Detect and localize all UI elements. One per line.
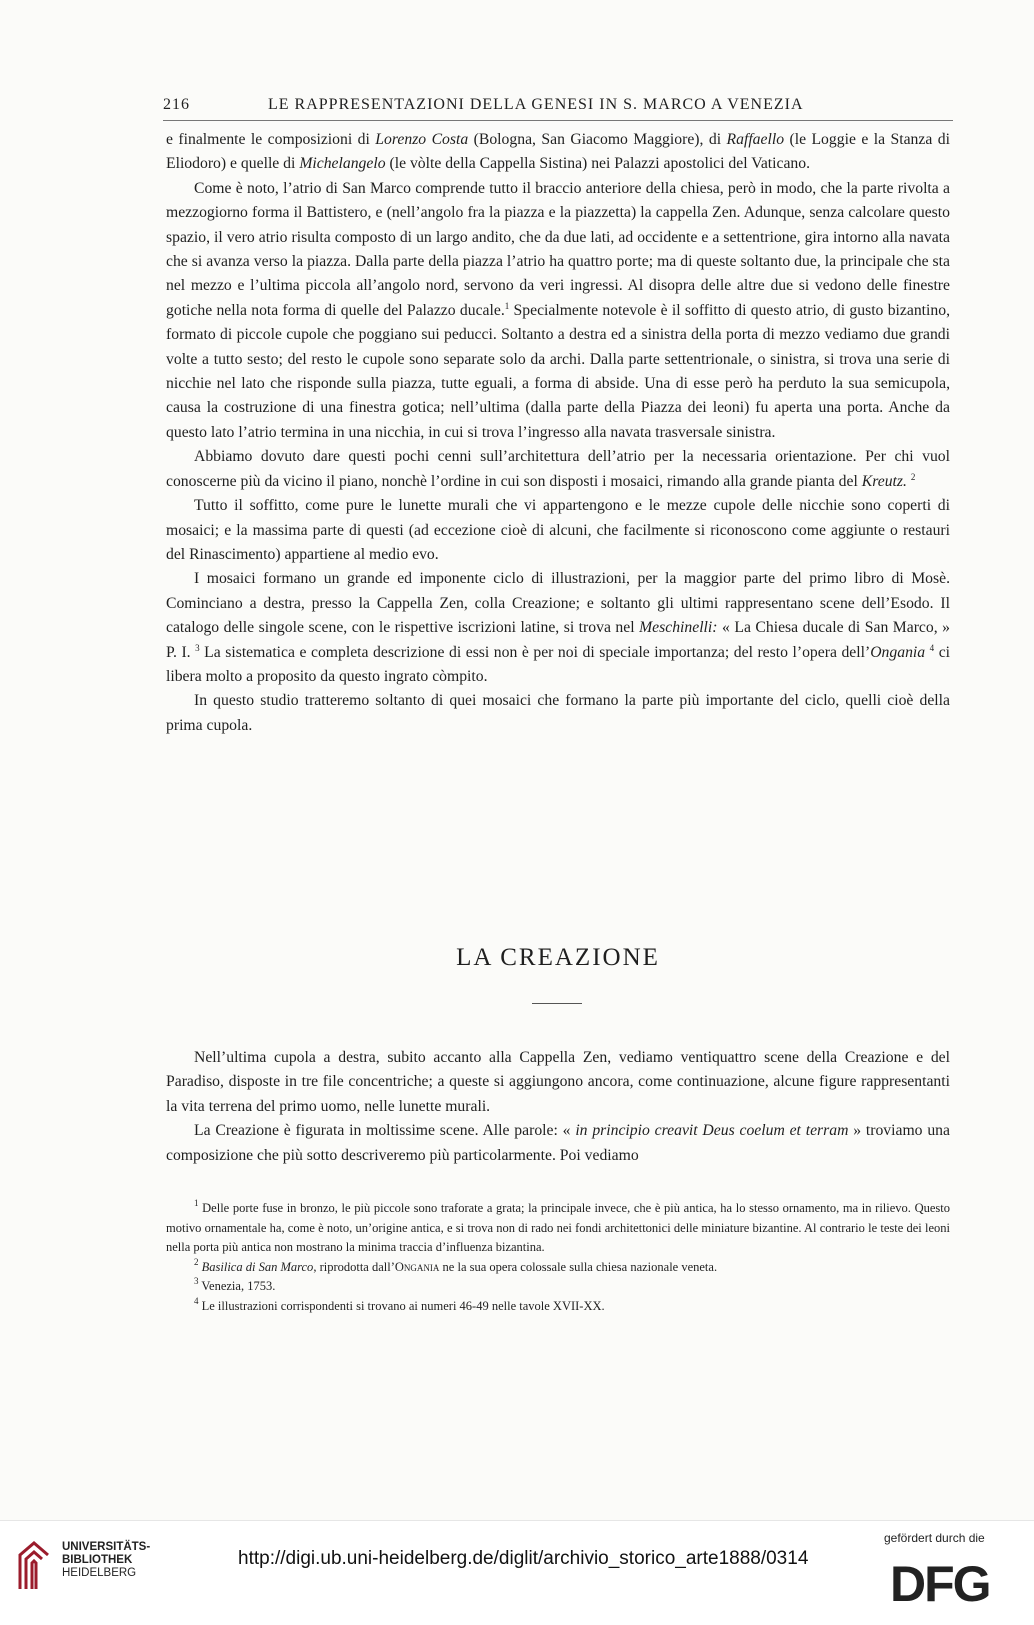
text-run: ci libera molto a proposito da questo ingrato còmpito.	[166, 643, 951, 685]
footnote-2	[166, 1258, 950, 1278]
footnote-author: Ongania	[394, 1259, 440, 1274]
body-text	[166, 128, 950, 738]
library-name-line: UNIVERSITÄTS-	[62, 1541, 151, 1553]
footnote-1	[166, 1199, 950, 1258]
chapter-title: LA CREAZIONE	[456, 944, 660, 971]
page-number: 216	[163, 96, 190, 113]
text-run: » troviamo una composizione che più sotto descriveremo più particolarmente. Poi vediamo	[166, 1122, 950, 1164]
text-run: La sistematica e completa descrizione di essi non è per noi di speciale importanza; del resto l’opera dell’	[199, 643, 871, 661]
paragraph-2	[166, 177, 950, 445]
footnote-3	[166, 1277, 950, 1297]
footnote-text: , riprodotta dall’	[313, 1259, 395, 1274]
viewer-footer	[0, 1520, 1034, 1625]
footnotes	[166, 1199, 950, 1317]
name-raffaello: Raffaello	[726, 131, 785, 148]
text-run: Abbiamo dovuto dare questi pochi cenni sull’architettura dell’atrio per la necessaria orientazione. Per chi vuol conoscerne più da vicino il piano, nonchè l’ordine in cui son disposti i mosaici, rimando alla grande pianta del	[166, 448, 950, 490]
footnote-ref-3: 3	[195, 642, 200, 653]
paragraph-5	[166, 567, 950, 689]
text-run: (Bologna, San Giacomo Maggiore), di	[468, 131, 727, 148]
footnote-text: ne la sua opera colossale sulla chiesa nazionale veneta.	[439, 1259, 718, 1274]
paragraph-6: In questo studio tratteremo soltanto di quei mosaici che formano la parte più importante del ciclo, quelli cioè della prima cupola.	[166, 692, 950, 734]
footnote-text: Delle porte fuse in bronzo, le più piccole sono traforate a grata; la principale invece, che è più antica, ha lo stesso ornamento, ma in rilievo. Questo motivo ornamentale ha, come è noto, un’origine antica, e si trova non di rado nei fondi architettonici delle miniature bizantine. Al contrario le teste dei leoni nella porta più antica non mostrano la minima traccia d’influenza bizantina.	[166, 1201, 950, 1255]
footnote-text: Venezia, 1753.	[198, 1279, 276, 1294]
svg-text:DFG: DFG	[890, 1556, 990, 1605]
library-name-line: HEIDELBERG	[62, 1567, 137, 1579]
text-run: Come è noto, l’atrio di San Marco comprende tutto il braccio anteriore della chiesa, però in modo, che la parte rivolta a mezzogiorno forma il Battistero, e (nell’angolo fra la piazza e la piazzetta) la cappella Zen. Adunque, senza calcolare questo spazio, il vero atrio risulta composto di un largo andito, che da due lati, ad occidente e a settentrione, gira intorno alla navata che si avanza verso la piazza. Dalla parte della piazza l’atrio ha quattro porte; ma di queste soltanto due, la principale che sta nel mezzo e l’ultima piccola all’angolo nord, servono da veri ingressi. Al disopra delle altre due si vedono delle finestre gotiche nella nota forma di quelle del Palazzo ducale.	[166, 179, 950, 319]
name-ongania: Ongania	[870, 643, 926, 661]
paragraph-3	[166, 445, 950, 494]
chapter-paragraph-2	[166, 1119, 950, 1168]
document-url-link[interactable]: http://digi.ub.uni-heidelberg.de/diglit/archivio_storico_arte1888/0314	[238, 1548, 809, 1569]
running-title: LE RAPPRESENTAZIONI DELLA GENESI IN S. MARCO A VENEZIA	[268, 96, 804, 113]
university-library-logo-icon[interactable]	[14, 1539, 54, 1595]
name-michelangelo: Michelangelo	[299, 155, 386, 173]
funded-by-label: gefördert durch die	[884, 1531, 985, 1545]
title-rule	[532, 1003, 582, 1004]
footnote-ref-4: 4	[929, 642, 935, 653]
footnote-marker: 1	[194, 1198, 199, 1208]
name-lorenzo-costa: Lorenzo Costa	[375, 131, 469, 148]
footnote-marker: 2	[194, 1256, 199, 1267]
footnote-marker: 4	[194, 1295, 199, 1306]
footnote-4	[166, 1297, 950, 1317]
text-run: (le vòlte della Cappella Sistina) nei Palazzi apostolici del Vaticano.	[385, 155, 811, 173]
text-run: La Creazione è figurata in moltissime scene. Alle parole: «	[194, 1122, 576, 1140]
latin-quote: in principio creavit Deus coelum et terram	[575, 1122, 849, 1140]
text-run: e finalmente le composizioni di	[166, 131, 376, 148]
footnote-marker: 3	[194, 1276, 199, 1287]
footnote-ref-2: 2	[910, 471, 916, 482]
text-run: (le Loggie e la Stanza di Eliodoro) e quelle di	[166, 131, 950, 173]
library-name-line: BIBLIOTHEK	[62, 1554, 133, 1566]
chapter-paragraph-1: Nell’ultima cupola a destra, subito accanto alla Cappella Zen, vediamo ventiquattro scene della Creazione e del Paradiso, disposte in tre file concentriche; a queste si aggiungono ancora, come continuazione, alcune figure rappresentanti la vita terrena del primo uomo, nelle lunette murali.	[166, 1049, 950, 1115]
paragraph-1	[166, 128, 950, 177]
running-head	[163, 96, 953, 121]
footnote-ref-1: 1	[504, 300, 510, 311]
footnote-text: Le illustrazioni corrispondenti si trovano ai numeri 46-49 nelle tavole XVII-XX.	[198, 1298, 605, 1313]
name-meschinelli: Meschinelli:	[639, 619, 718, 637]
library-name	[62, 1541, 150, 1580]
dfg-logo-icon[interactable]	[886, 1555, 1016, 1605]
name-kreutz: Kreutz.	[861, 472, 907, 490]
text-run: I mosaici formano un grande ed imponente ciclo di illustrazioni, per la maggior parte del primo libro di Mosè. Cominciano a destra, presso la Cappella Zen, colla Creazione; e soltanto gli ultimi rappresentano scene dell’Esodo. Il catalogo delle singole scene, con le rispettive iscrizioni latine, si trova nel	[166, 570, 950, 637]
footnote-title: Basilica di San Marco	[201, 1259, 314, 1274]
chapter-text	[166, 1046, 950, 1168]
paragraph-4: Tutto il soffitto, come pure le lunette murali che vi appartengono e le mezze cupole delle nicchie sono coperti di mosaici; e la massima parte di questi (ad eccezione cioè di alcuni, che facilmente si riconoscono come aggiunte o restauri del Rinascimento) appartiene al medio evo.	[166, 497, 950, 563]
text-run: Specialmente notevole è il soffitto di questo atrio, di gusto bizantino, formato di piccole cupole che poggiano sui peducci. Soltanto a destra ed a sinistra della porta di mezzo vediamo due grandi volte a tutto sesto; del resto le cupole sono separate solo da archi. Dalla parte settentrionale, o sinistra, si trova una serie di nicchie nel lato che risponde sulla piazza, tutte eguali, a forma di abside. Una di esse però ha perduto la sua semicupola, causa la costruzione di una finestra gotica; nell’ultima (dalla parte della Piazza dei leoni) fu aperta una porta. Anche da questo lato l’atrio termina in una nicchia, in cui si trova l’ingresso alla navata trasversale sinistra.	[166, 301, 950, 441]
text-run: « La Chiesa ducale di San Marco, » P. I.	[166, 619, 950, 661]
